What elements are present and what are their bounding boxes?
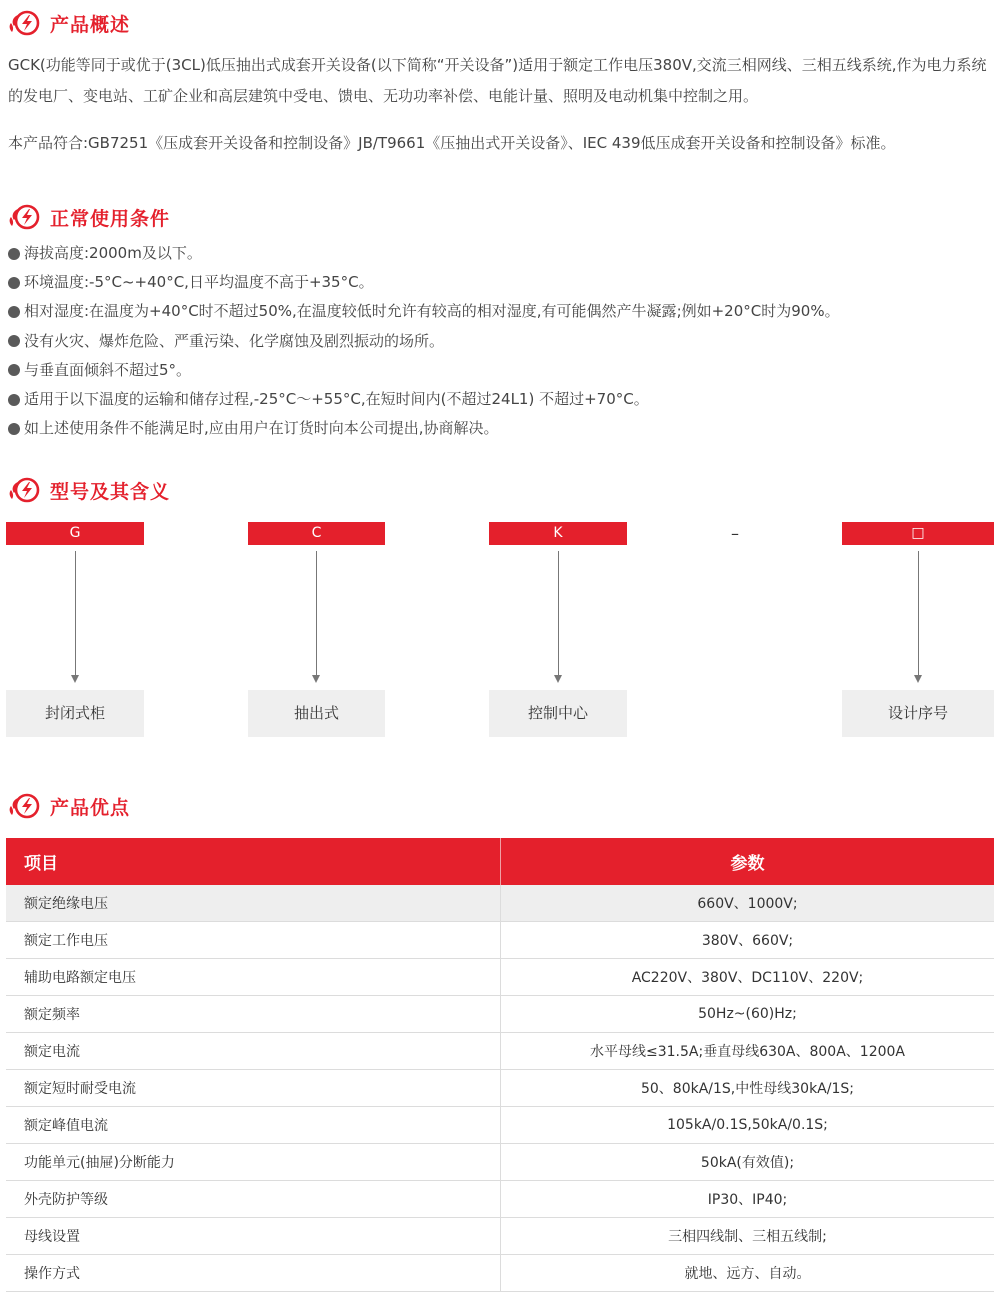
conditions-list xyxy=(8,239,840,443)
section-title-conditions: 正常使用条件 xyxy=(50,207,171,230)
table-cell-item: 额定绝缘电压 xyxy=(6,885,501,922)
bullet-dot-icon xyxy=(8,248,20,260)
list-item: 环境温度:-5°C~+40°C,日平均温度不高于+35°C。 xyxy=(8,268,840,297)
table-row xyxy=(6,885,994,922)
table-cell-param: 660V、1000V; xyxy=(501,885,995,922)
table-cell-param: 50kA(有效值); xyxy=(501,1144,995,1181)
model-code-serial: □ xyxy=(842,522,994,545)
table-row xyxy=(6,1255,994,1292)
bullet-dot-icon xyxy=(8,277,20,289)
table-cell-item: 额定电流 xyxy=(6,1033,501,1070)
table-cell-param: 50、80kA/1S,中性母线30kA/1S; xyxy=(501,1070,995,1107)
table-row xyxy=(6,1144,994,1181)
table-cell-item: 功能单元(抽屉)分断能力 xyxy=(6,1144,501,1181)
section-title-overview: 产品概述 xyxy=(50,13,131,36)
table-row xyxy=(6,922,994,959)
overview-paragraph-2: 本产品符合:GB7251《压成套开关设备和控制设备》JB/T9661《压抽出式开关设备》、IEC 439低压成套开关设备和控制设备》标准。 xyxy=(8,134,896,152)
table-cell-item: 额定频率 xyxy=(6,996,501,1033)
bullet-dot-icon xyxy=(8,364,20,376)
list-item: 如上述使用条件不能满足时,应由用户在订货时向本公司提出,协商解决。 xyxy=(8,414,840,443)
table-cell-item: 辅助电路额定电压 xyxy=(6,959,501,996)
table-header-param: 参数 xyxy=(501,838,995,885)
table-cell-item: 额定峰值电流 xyxy=(6,1107,501,1144)
table-row xyxy=(6,1107,994,1144)
spec-table xyxy=(6,838,994,1292)
table-row xyxy=(6,1070,994,1107)
model-meaning-drawout: 抽出式 xyxy=(248,690,385,737)
table-cell-param: 就地、远方、自动。 xyxy=(501,1255,995,1292)
table-cell-item: 母线设置 xyxy=(6,1218,501,1255)
bullet-dot-icon xyxy=(8,306,20,318)
lightning-bolt-icon xyxy=(8,202,42,232)
model-meaning-enclosed: 封闭式柜 xyxy=(6,690,144,737)
bullet-dot-icon xyxy=(8,394,20,406)
overview-paragraph-1: GCK(功能等同于或优于(3CL)低压抽出式成套开关设备(以下简称“开关设备”)适用于额定工作电压380V,交流三相网线、三相五线系统,作为电力系统的发电厂、变电站、工矿企业和高层建筑中受电、馈电、无功功率补偿、电能计量、照明及电动机集中控制之用。 xyxy=(8,56,987,105)
table-header-row xyxy=(6,838,994,885)
section-title-model: 型号及其含义 xyxy=(50,480,171,503)
table-header-item: 项目 xyxy=(6,838,501,885)
table-row xyxy=(6,996,994,1033)
arrow-down-icon xyxy=(914,551,923,683)
model-meaning-control-center: 控制中心 xyxy=(489,690,627,737)
section-header-conditions xyxy=(8,202,170,232)
model-code-k: K xyxy=(489,522,627,545)
table-cell-param: IP30、IP40; xyxy=(501,1181,995,1218)
section-title-advantages: 产品优点 xyxy=(50,796,131,819)
section-header-model xyxy=(8,475,170,505)
list-item: 与垂直面倾斜不超过5°。 xyxy=(8,356,840,385)
table-cell-item: 外壳防护等级 xyxy=(6,1181,501,1218)
table-cell-item: 额定工作电压 xyxy=(6,922,501,959)
arrow-down-icon xyxy=(71,551,80,683)
bullet-dot-icon xyxy=(8,335,20,347)
table-cell-item: 额定短时耐受电流 xyxy=(6,1070,501,1107)
table-row xyxy=(6,1033,994,1070)
model-code-g: G xyxy=(6,522,144,545)
table-cell-param: 105kA/0.1S,50kA/0.1S; xyxy=(501,1107,995,1144)
arrow-down-icon xyxy=(554,551,563,683)
list-item: 海拔高度:2000m及以下。 xyxy=(8,239,840,268)
lightning-bolt-icon xyxy=(8,8,42,38)
model-meaning-design-serial: 设计序号 xyxy=(842,690,994,737)
table-cell-item: 操作方式 xyxy=(6,1255,501,1292)
arrow-down-icon xyxy=(312,551,321,683)
table-cell-param: 380V、660V; xyxy=(501,922,995,959)
section-header-advantages xyxy=(8,791,130,821)
table-cell-param: AC220V、380V、DC110V、220V; xyxy=(501,959,995,996)
table-row xyxy=(6,1218,994,1255)
table-cell-param: 三相四线制、三相五线制; xyxy=(501,1218,995,1255)
lightning-bolt-icon xyxy=(8,791,42,821)
table-row xyxy=(6,959,994,996)
table-cell-param: 50Hz~(60)Hz; xyxy=(501,996,995,1033)
lightning-bolt-icon xyxy=(8,475,42,505)
table-row xyxy=(6,1181,994,1218)
model-code-dash: – xyxy=(731,524,739,543)
list-item: 适用于以下温度的运输和储存过程,-25°C～+55°C,在短时间内(不超过24L1) 不超过+70°C。 xyxy=(8,385,840,414)
section-header-overview xyxy=(8,8,130,38)
table-cell-param: 水平母线≤31.5A;垂直母线630A、800A、1200A xyxy=(501,1033,995,1070)
bullet-dot-icon xyxy=(8,423,20,435)
list-item: 相对湿度:在温度为+40°C时不超过50%,在温度较低时允许有较高的相对湿度,有可能偶然产牛凝露;例如+20°C时为90%。 xyxy=(8,297,840,326)
list-item: 没有火灾、爆炸危险、严重污染、化学腐蚀及剧烈振动的场所。 xyxy=(8,327,840,356)
model-code-c: C xyxy=(248,522,385,545)
